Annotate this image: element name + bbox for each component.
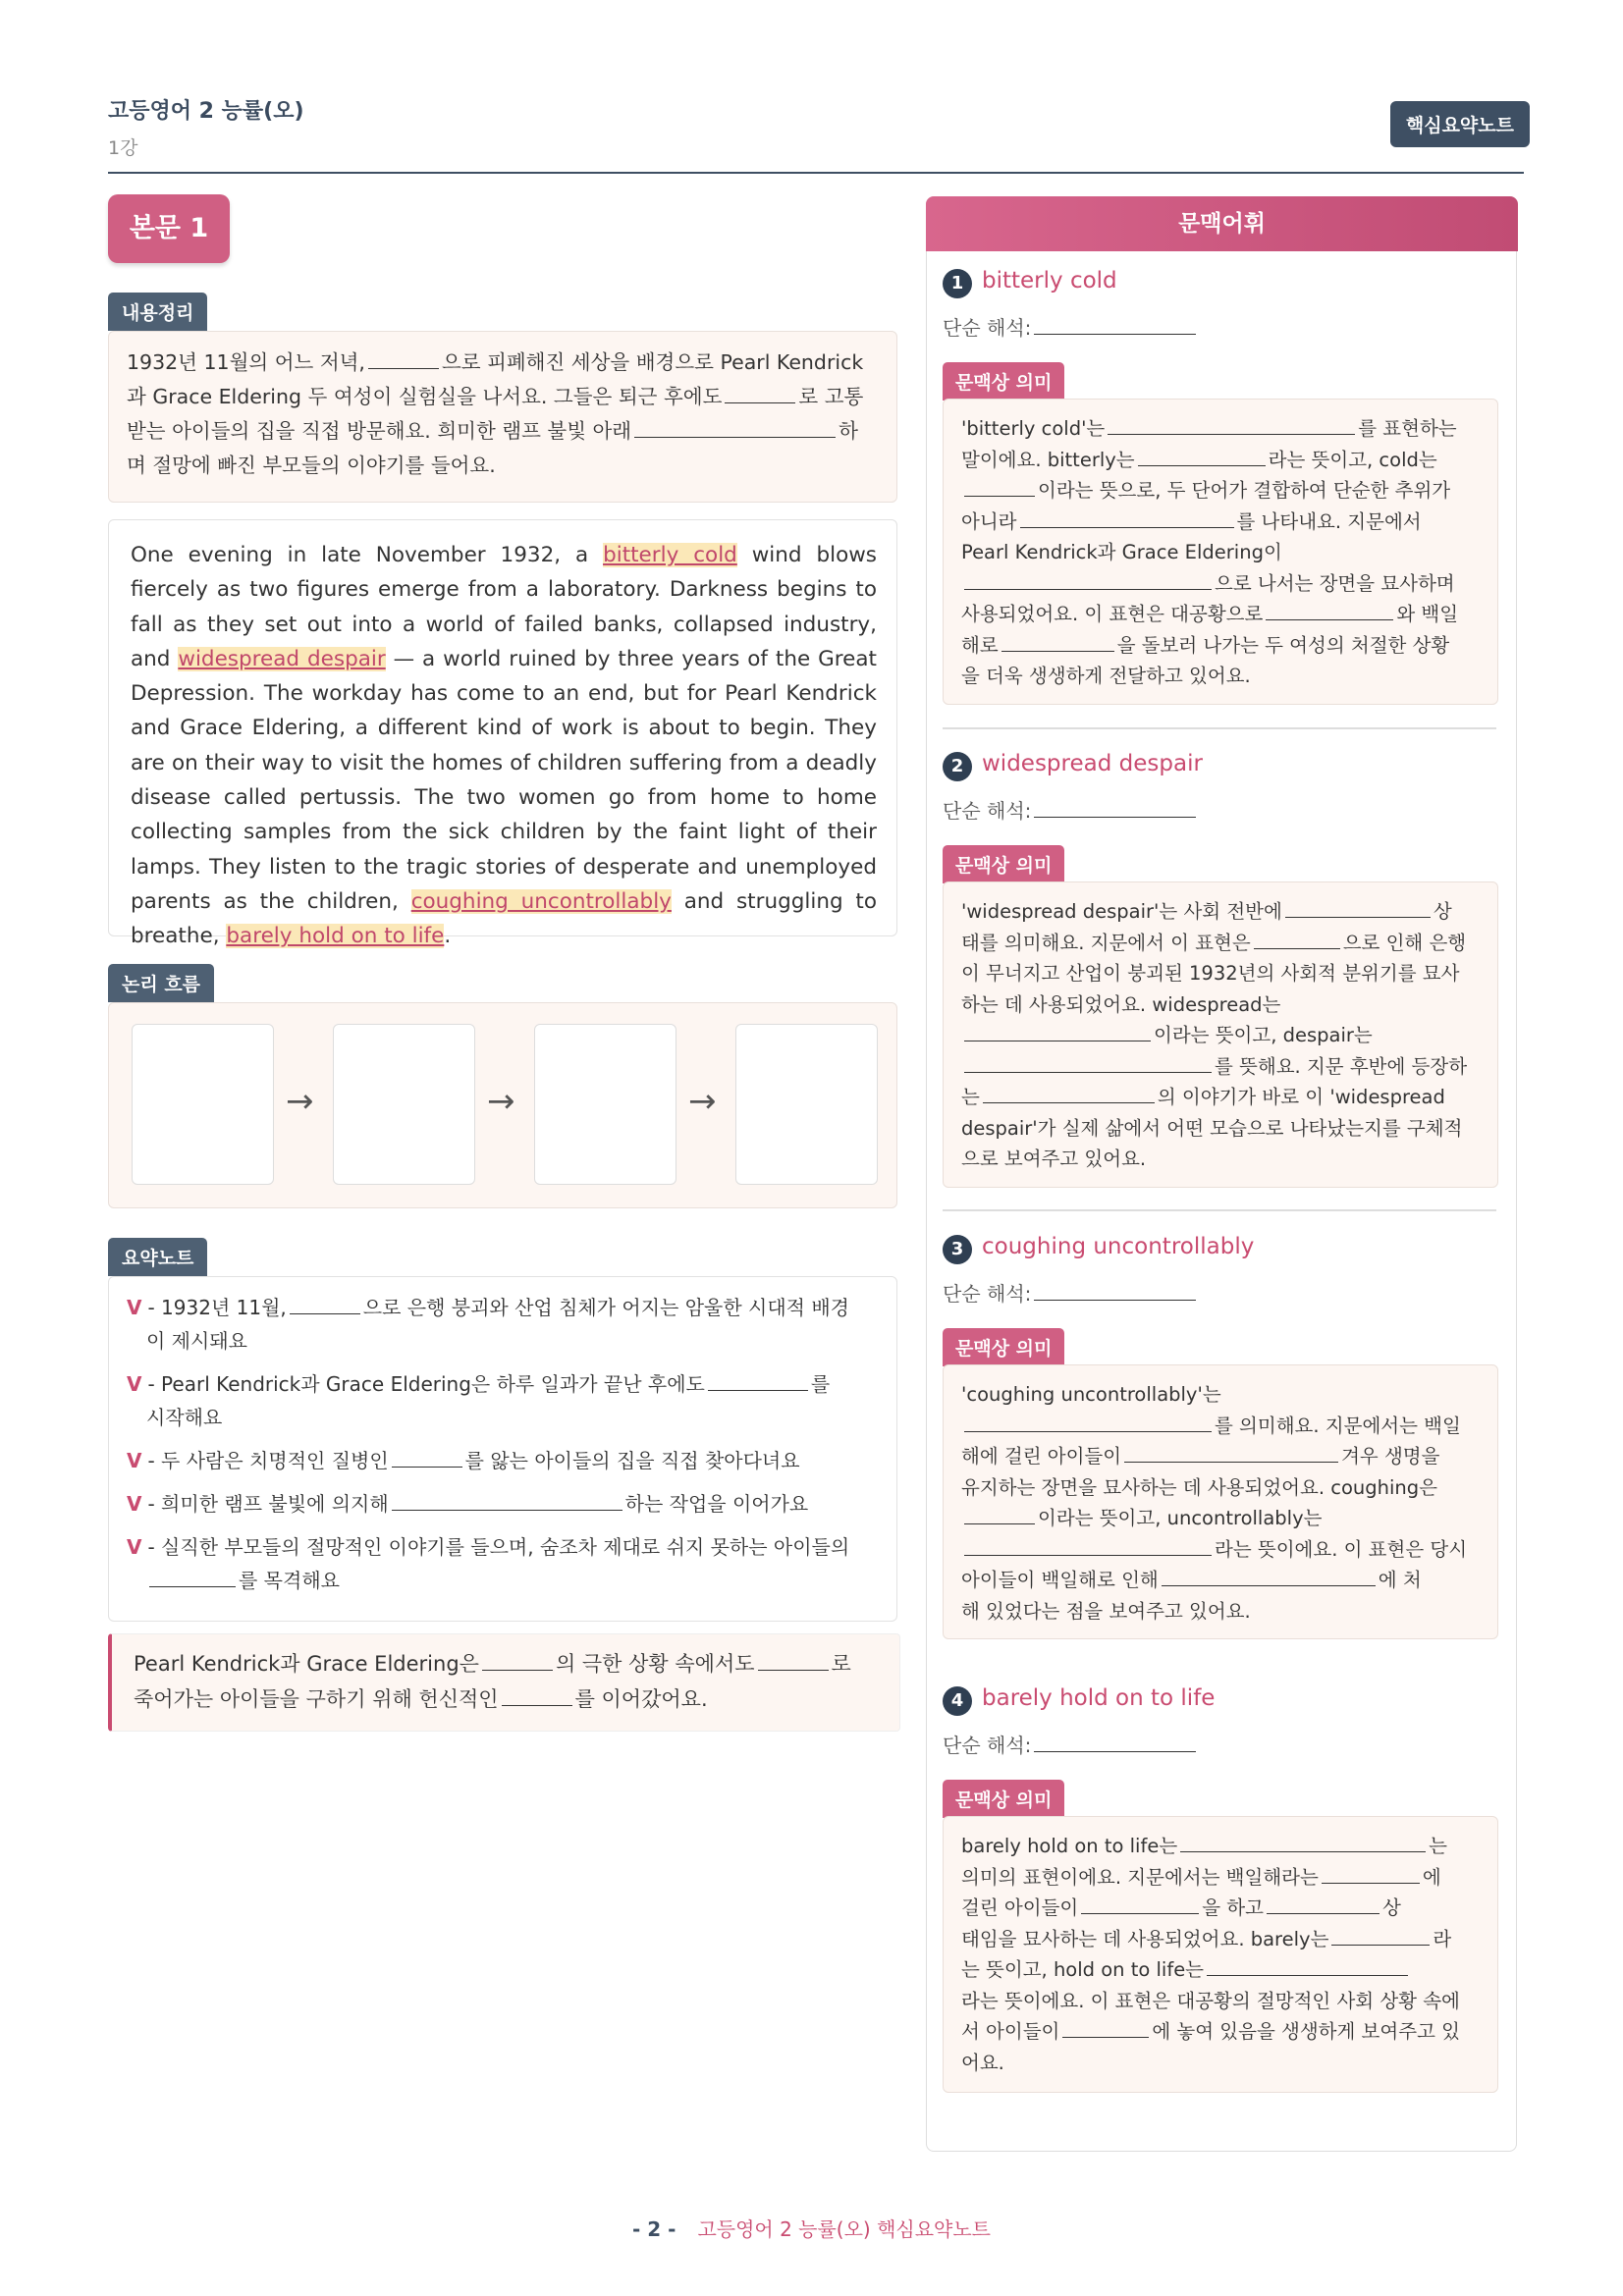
notes-tag: 요약노트 [108,1238,207,1276]
arrow-icon: → [487,1082,515,1121]
vocab-panel-header: 문맥어휘 [926,196,1518,251]
note-1: V - 1932년 11월, 으로 은행 붕괴와 산업 침체가 어지는 암울한 시대적 배경 이 제시돼요 [127,1296,849,1353]
note-4: V - 희미한 램프 불빛에 의지해 하는 작업을 이어가요 [127,1492,809,1516]
arrow-icon: → [286,1082,314,1121]
flow-card-4[interactable] [735,1024,878,1185]
blank[interactable] [1034,798,1196,818]
vocab-item-3-title: 3 coughing uncontrollably [943,1234,1254,1264]
blank[interactable] [149,1568,236,1587]
section-label: 본문 1 [108,194,230,263]
meaning-tag-2: 문맥상 의미 [943,845,1064,883]
divider [943,727,1496,729]
note-type-badge: 핵심요약노트 [1390,101,1530,147]
logic-flow-tag: 논리 흐름 [108,964,214,1002]
notes-box [108,1276,897,1622]
meaning-box-3: 'coughing uncontrollably'는 를 의미해요. 지문에서는 백일 해에 걸린 아이들이 겨우 생명을 유지하는 장면을 묘사하는 데 사용되었어요. coughing은 이라는 뜻이고, uncontrollably는 라는 뜻이에요. 이 표현은 당시 아이들이 백일해로 인해 에 처 해 있었다는 점을 보여주고 있어요. [943,1364,1498,1639]
blank[interactable] [290,1295,360,1314]
blank[interactable] [392,1491,622,1511]
summary-tag: 내용정리 [108,293,207,331]
passage-text: One evening in late November 1932, a bitterly cold wind blows fiercely as two figures emerge from a laboratory. Darkness begins to fall as they set out into a world of failed banks, collapsed industry, and widespread despair — a world ruined by three years of the Great Depression. The workday has come to an end, but for Pearl Kendrick and Grace Eldering, a different kind of work is about to begin. They are on their way to visit the homes of children suffering from a deadly disease called pertussis. The two women go from home to home collecting samples from the sick children by the faint light of their lamps. They listen to the tragic stories of desperate and unemployed parents as the children, coughing uncontrollably and struggling to breathe, barely hold on to life. [131,543,878,949]
page-number: - 2 - [631,2217,676,2241]
blank[interactable] [1034,315,1196,335]
divider [943,1209,1496,1211]
blank[interactable] [758,1650,829,1671]
simple-translation-3: 단순 해석: [943,1278,1199,1307]
highlight-barely-hold-on: barely hold on to life [226,924,445,949]
blank[interactable] [482,1650,553,1671]
blank[interactable] [708,1371,808,1391]
flow-card-3[interactable] [534,1024,676,1185]
note-5: V - 실직한 부모들의 절망적인 이야기를 들으며, 숨조차 제대로 쉬지 못하는 아이들의 를 목격해요 [127,1535,850,1592]
highlight-widespread-despair: widespread despair [178,646,386,671]
meaning-tag-4: 문맥상 의미 [943,1780,1064,1818]
document-title: 고등영어 2 능률(오) [108,99,304,124]
lesson-label: 1강 [108,137,138,159]
highlight-bitterly-cold: bitterly cold [603,543,737,567]
flow-card-2[interactable] [333,1024,475,1185]
arrow-icon: → [688,1082,717,1121]
blank[interactable] [368,349,439,369]
summary-text: 1932년 11월의 어느 저녁, 으로 피폐해진 세상을 배경으로 Pearl Kendrick 과 Grace Eldering 두 여성이 실험실을 나서요. 그들은 퇴근 후에도 로 고통 받는 아이들의 집을 직접 방문해요. 희미한 램프 불빛 아래 하 며 절망에 빠진 부모들의 이야기를 들어요. [127,350,864,477]
note-2: V - Pearl Kendrick과 Grace Eldering은 하루 일과가 끝난 후에도 를 시작해요 [127,1372,831,1429]
blank[interactable] [1034,1733,1196,1752]
blank[interactable] [392,1448,462,1468]
check-mark-icon: V [127,1296,142,1319]
blank[interactable] [1034,1281,1196,1301]
summary-box [108,331,897,503]
meaning-box-4: barely hold on to life는 는 의미의 표현이에요. 지문에서는 백일해라는 에 걸린 아이들이 을 하고 상 태임을 묘사하는 데 사용되었어요. barely는 라 는 뜻이고, hold on to life는 라는 뜻이에요. 이 표현은 대공황의 절망적인 사회 상황 속에 서 아이들이 에 놓여 있음을 생생하게 보여주고 있 어요. [943,1816,1498,2093]
blank[interactable] [634,418,836,438]
conclusion-callout [108,1633,900,1732]
check-mark-icon: V [127,1372,142,1396]
meaning-tag-3: 문맥상 의미 [943,1328,1064,1366]
highlight-coughing-uncontrollably: coughing uncontrollably [410,888,672,914]
meaning-box-1: 'bitterly cold'는 를 표현하는 말이에요. bitterly는 라는 뜻이고, cold는 이라는 뜻으로, 두 단어가 결합하여 단순한 추위가 아니라 를 나타내요. 지문에서 Pearl Kendrick과 Grace Eldering이 으로 나서는 장면을 묘사하며 사용되었어요. 이 표현은 대공황으로 와 백일 해로 을 돌보러 나가는 두 여성의 처절한 상황 을 더욱 생생하게 전달하고 있어요. [943,399,1498,705]
footer-title: 고등영어 2 능률(오) 핵심요약노트 [697,2217,991,2241]
meaning-tag-1: 문맥상 의미 [943,362,1064,400]
vocab-item-2-title: 2 widespread despair [943,751,1203,781]
simple-translation-4: 단순 해석: [943,1730,1199,1758]
blank[interactable] [502,1685,572,1706]
blank[interactable] [725,384,795,403]
flow-card-1[interactable] [132,1024,274,1185]
meaning-box-2: 'widespread despair'는 사회 전반에 상 태를 의미해요. 지문에서 이 표현은 으로 인해 은행 이 무너지고 산업이 붕괴된 1932년의 사회적 분위기를 묘사 하는 데 사용되었어요. widespread는 이라는 뜻이고, despair는 를 뜻해요. 지문 후반에 등장하 는 의 이야기가 바로 이 'widespread despair'가 실제 삶에서 어떤 모습으로 나타났는지를 구체적 으로 보여주고 있어요. [943,881,1498,1188]
simple-translation-1: 단순 해석: [943,312,1199,341]
vocab-item-4-title: 4 barely hold on to life [943,1685,1215,1716]
vocab-item-1-title: 1 bitterly cold [943,268,1117,298]
header-divider [108,172,1524,174]
check-mark-icon: V [127,1492,142,1516]
callout-text: Pearl Kendrick과 Grace Eldering은 의 극한 상황 속에서도 로 죽어가는 아이들을 구하기 위해 헌신적인 를 이어갔어요. [134,1652,851,1711]
simple-translation-2: 단순 해석: [943,795,1199,824]
page-footer [0,2214,1623,2242]
check-mark-icon: V [127,1535,142,1559]
logic-flow-box [108,1002,897,1208]
note-3: V - 두 사람은 치명적인 질병인 를 앓는 아이들의 집을 직접 찾아다녀요 [127,1449,800,1472]
check-mark-icon: V [127,1449,142,1472]
passage-box [108,519,897,949]
